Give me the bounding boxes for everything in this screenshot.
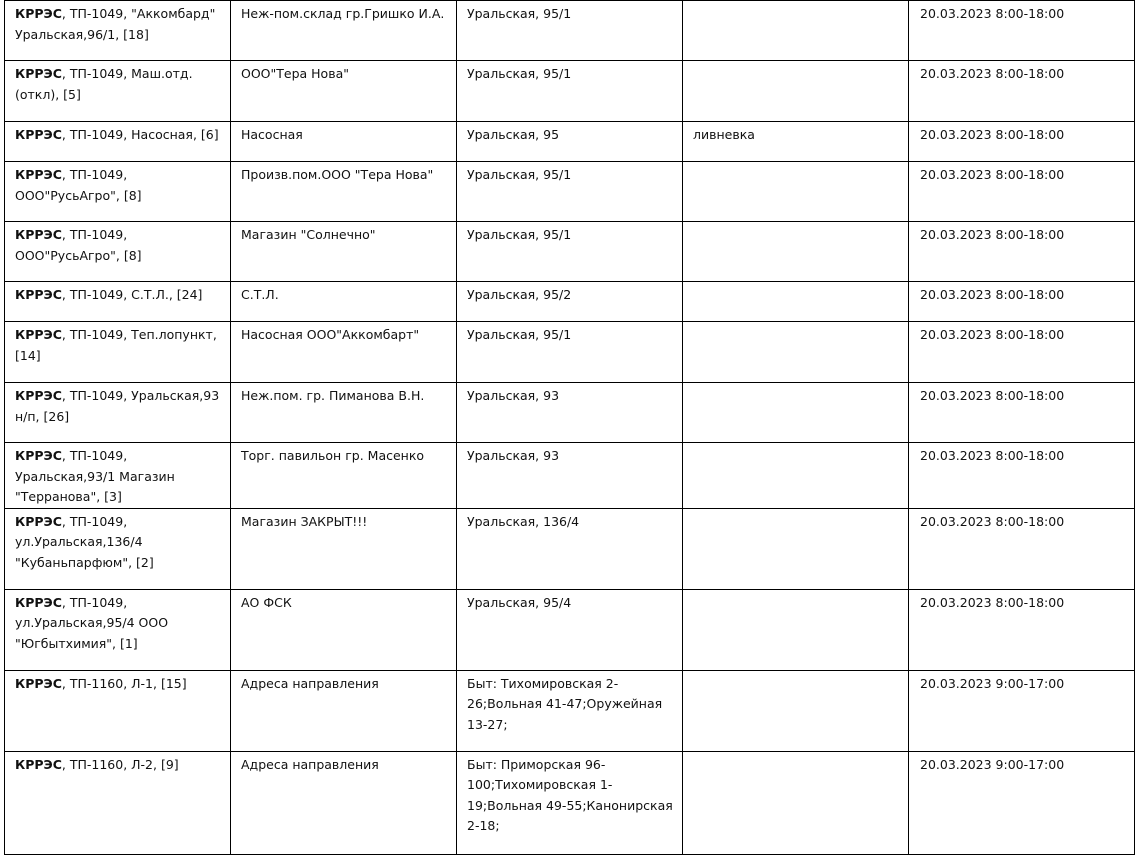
cell-note xyxy=(683,61,909,122)
cell-note xyxy=(683,162,909,222)
network-name: КРРЭС xyxy=(15,6,62,21)
cell-feeder xyxy=(5,162,231,222)
feeder-text: , ТП-1160, Л-1, [15] xyxy=(61,675,187,691)
network-name: КРРЭС xyxy=(15,287,62,302)
cell-feeder xyxy=(5,670,231,751)
cell-datetime: 20.03.2023 9:00-17:00 xyxy=(909,751,1135,854)
table-row xyxy=(5,508,1135,589)
cell-address: Уральская, 95/1 xyxy=(457,322,683,383)
cell-consumer: С.Т.Л. xyxy=(231,282,457,322)
cell-note xyxy=(683,670,909,751)
table-row xyxy=(5,282,1135,322)
network-name: КРРЭС xyxy=(15,756,62,772)
feeder-text: , ТП-1160, Л-2, [9] xyxy=(61,756,179,772)
network-name: КРРЭС xyxy=(15,675,62,691)
cell-datetime: 20.03.2023 8:00-18:00 xyxy=(909,383,1135,443)
cell-consumer: Неж.пом. гр. Пиманова В.Н. xyxy=(231,383,457,443)
cell-consumer: Произв.пом.ООО "Тера Нова" xyxy=(231,162,457,222)
network-name: КРРЭС xyxy=(15,327,62,342)
table-row xyxy=(5,1,1135,61)
cell-consumer: Торг. павильон гр. Масенко xyxy=(231,443,457,509)
feeder-text: , ТП-1049, Уральская,93/1 Магазин "Терранова", [3] xyxy=(15,448,175,504)
cell-datetime: 20.03.2023 8:00-18:00 xyxy=(909,322,1135,383)
cell-note xyxy=(683,443,909,509)
network-name: КРРЭС xyxy=(15,448,62,463)
network-name: КРРЭС xyxy=(15,388,62,403)
cell-consumer: Адреса направления xyxy=(231,670,457,751)
cell-address: Уральская, 95/1 xyxy=(457,1,683,61)
cell-feeder xyxy=(5,1,231,61)
cell-consumer: АО ФСК xyxy=(231,589,457,670)
table-body xyxy=(5,1,1135,855)
feeder-text: , ТП-1049, С.Т.Л., [24] xyxy=(61,287,203,302)
table-row xyxy=(5,61,1135,122)
cell-address: Уральская, 95/2 xyxy=(457,282,683,322)
cell-address: Быт: Тихомировская 2-26;Вольная 41-47;Оружейная 13-27; xyxy=(457,670,683,751)
network-name: КРРЭС xyxy=(15,66,62,81)
cell-datetime: 20.03.2023 8:00-18:00 xyxy=(909,61,1135,122)
cell-consumer: Магазин ЗАКРЫТ!!! xyxy=(231,508,457,589)
cell-datetime: 20.03.2023 9:00-17:00 xyxy=(909,670,1135,751)
cell-datetime: 20.03.2023 8:00-18:00 xyxy=(909,1,1135,61)
table-row xyxy=(5,751,1135,854)
cell-consumer: Насосная xyxy=(231,122,457,162)
network-name: КРРЭС xyxy=(15,594,62,610)
feeder-text: , ТП-1049, ООО"РусьАгро", [8] xyxy=(15,167,142,203)
cell-address: Уральская, 95 xyxy=(457,122,683,162)
cell-note xyxy=(683,282,909,322)
cell-feeder xyxy=(5,589,231,670)
feeder-text: , ТП-1049, Теп.лопункт, [14] xyxy=(15,327,217,363)
cell-consumer: Магазин "Солнечно" xyxy=(231,222,457,282)
cell-datetime: 20.03.2023 8:00-18:00 xyxy=(909,222,1135,282)
cell-address: Быт: Приморская 96-100;Тихомировская 1-19;Вольная 49-55;Канонирская 2-18; xyxy=(457,751,683,854)
cell-note: ливневка xyxy=(683,122,909,162)
cell-feeder xyxy=(5,122,231,162)
outage-table xyxy=(4,0,1135,855)
cell-feeder xyxy=(5,508,231,589)
cell-note xyxy=(683,508,909,589)
cell-feeder xyxy=(5,751,231,854)
cell-note xyxy=(683,322,909,383)
cell-address: Уральская, 95/4 xyxy=(457,589,683,670)
table-row xyxy=(5,222,1135,282)
cell-datetime: 20.03.2023 8:00-18:00 xyxy=(909,443,1135,509)
table-row xyxy=(5,322,1135,383)
network-name: КРРЭС xyxy=(15,513,62,529)
network-name: КРРЭС xyxy=(15,167,62,182)
feeder-text: , ТП-1049, Насосная, [6] xyxy=(61,127,219,142)
cell-address: Уральская, 95/1 xyxy=(457,61,683,122)
feeder-text: , ТП-1049, Уральская,93 н/п, [26] xyxy=(15,388,220,424)
table-row xyxy=(5,383,1135,443)
feeder-text: , ТП-1049, ООО"РусьАгро", [8] xyxy=(15,227,142,263)
network-name: КРРЭС xyxy=(15,227,62,242)
cell-address: Уральская, 93 xyxy=(457,443,683,509)
cell-address: Уральская, 93 xyxy=(457,383,683,443)
table-row xyxy=(5,589,1135,670)
cell-datetime: 20.03.2023 8:00-18:00 xyxy=(909,282,1135,322)
table-row xyxy=(5,122,1135,162)
table-row xyxy=(5,443,1135,509)
cell-datetime: 20.03.2023 8:00-18:00 xyxy=(909,508,1135,589)
cell-feeder xyxy=(5,282,231,322)
cell-feeder xyxy=(5,222,231,282)
cell-feeder xyxy=(5,322,231,383)
cell-datetime: 20.03.2023 8:00-18:00 xyxy=(909,162,1135,222)
cell-note xyxy=(683,751,909,854)
cell-feeder xyxy=(5,61,231,122)
cell-consumer: Неж-пом.склад гр.Гришко И.А. xyxy=(231,1,457,61)
table-row xyxy=(5,670,1135,751)
feeder-text: , ТП-1049, ул.Уральская,95/4 ООО "Югбытхимия", [1] xyxy=(15,594,169,651)
cell-consumer: ООО"Тера Нова" xyxy=(231,61,457,122)
cell-note xyxy=(683,383,909,443)
cell-consumer: Адреса направления xyxy=(231,751,457,854)
cell-address: Уральская, 95/1 xyxy=(457,162,683,222)
cell-address: Уральская, 136/4 xyxy=(457,508,683,589)
cell-address: Уральская, 95/1 xyxy=(457,222,683,282)
table-row xyxy=(5,162,1135,222)
cell-note xyxy=(683,589,909,670)
feeder-text: , ТП-1049, ул.Уральская,136/4 "Кубаньпарфюм", [2] xyxy=(15,513,154,570)
cell-consumer: Насосная ООО"Аккомбарт" xyxy=(231,322,457,383)
feeder-text: , ТП-1049, "Аккомбард" Уральская,96/1, [18] xyxy=(15,6,216,42)
cell-feeder xyxy=(5,383,231,443)
cell-datetime: 20.03.2023 8:00-18:00 xyxy=(909,122,1135,162)
feeder-text: , ТП-1049, Маш.отд.(откл), [5] xyxy=(15,66,193,102)
network-name: КРРЭС xyxy=(15,127,62,142)
cell-note xyxy=(683,222,909,282)
cell-feeder xyxy=(5,443,231,509)
cell-note xyxy=(683,1,909,61)
cell-datetime: 20.03.2023 8:00-18:00 xyxy=(909,589,1135,670)
